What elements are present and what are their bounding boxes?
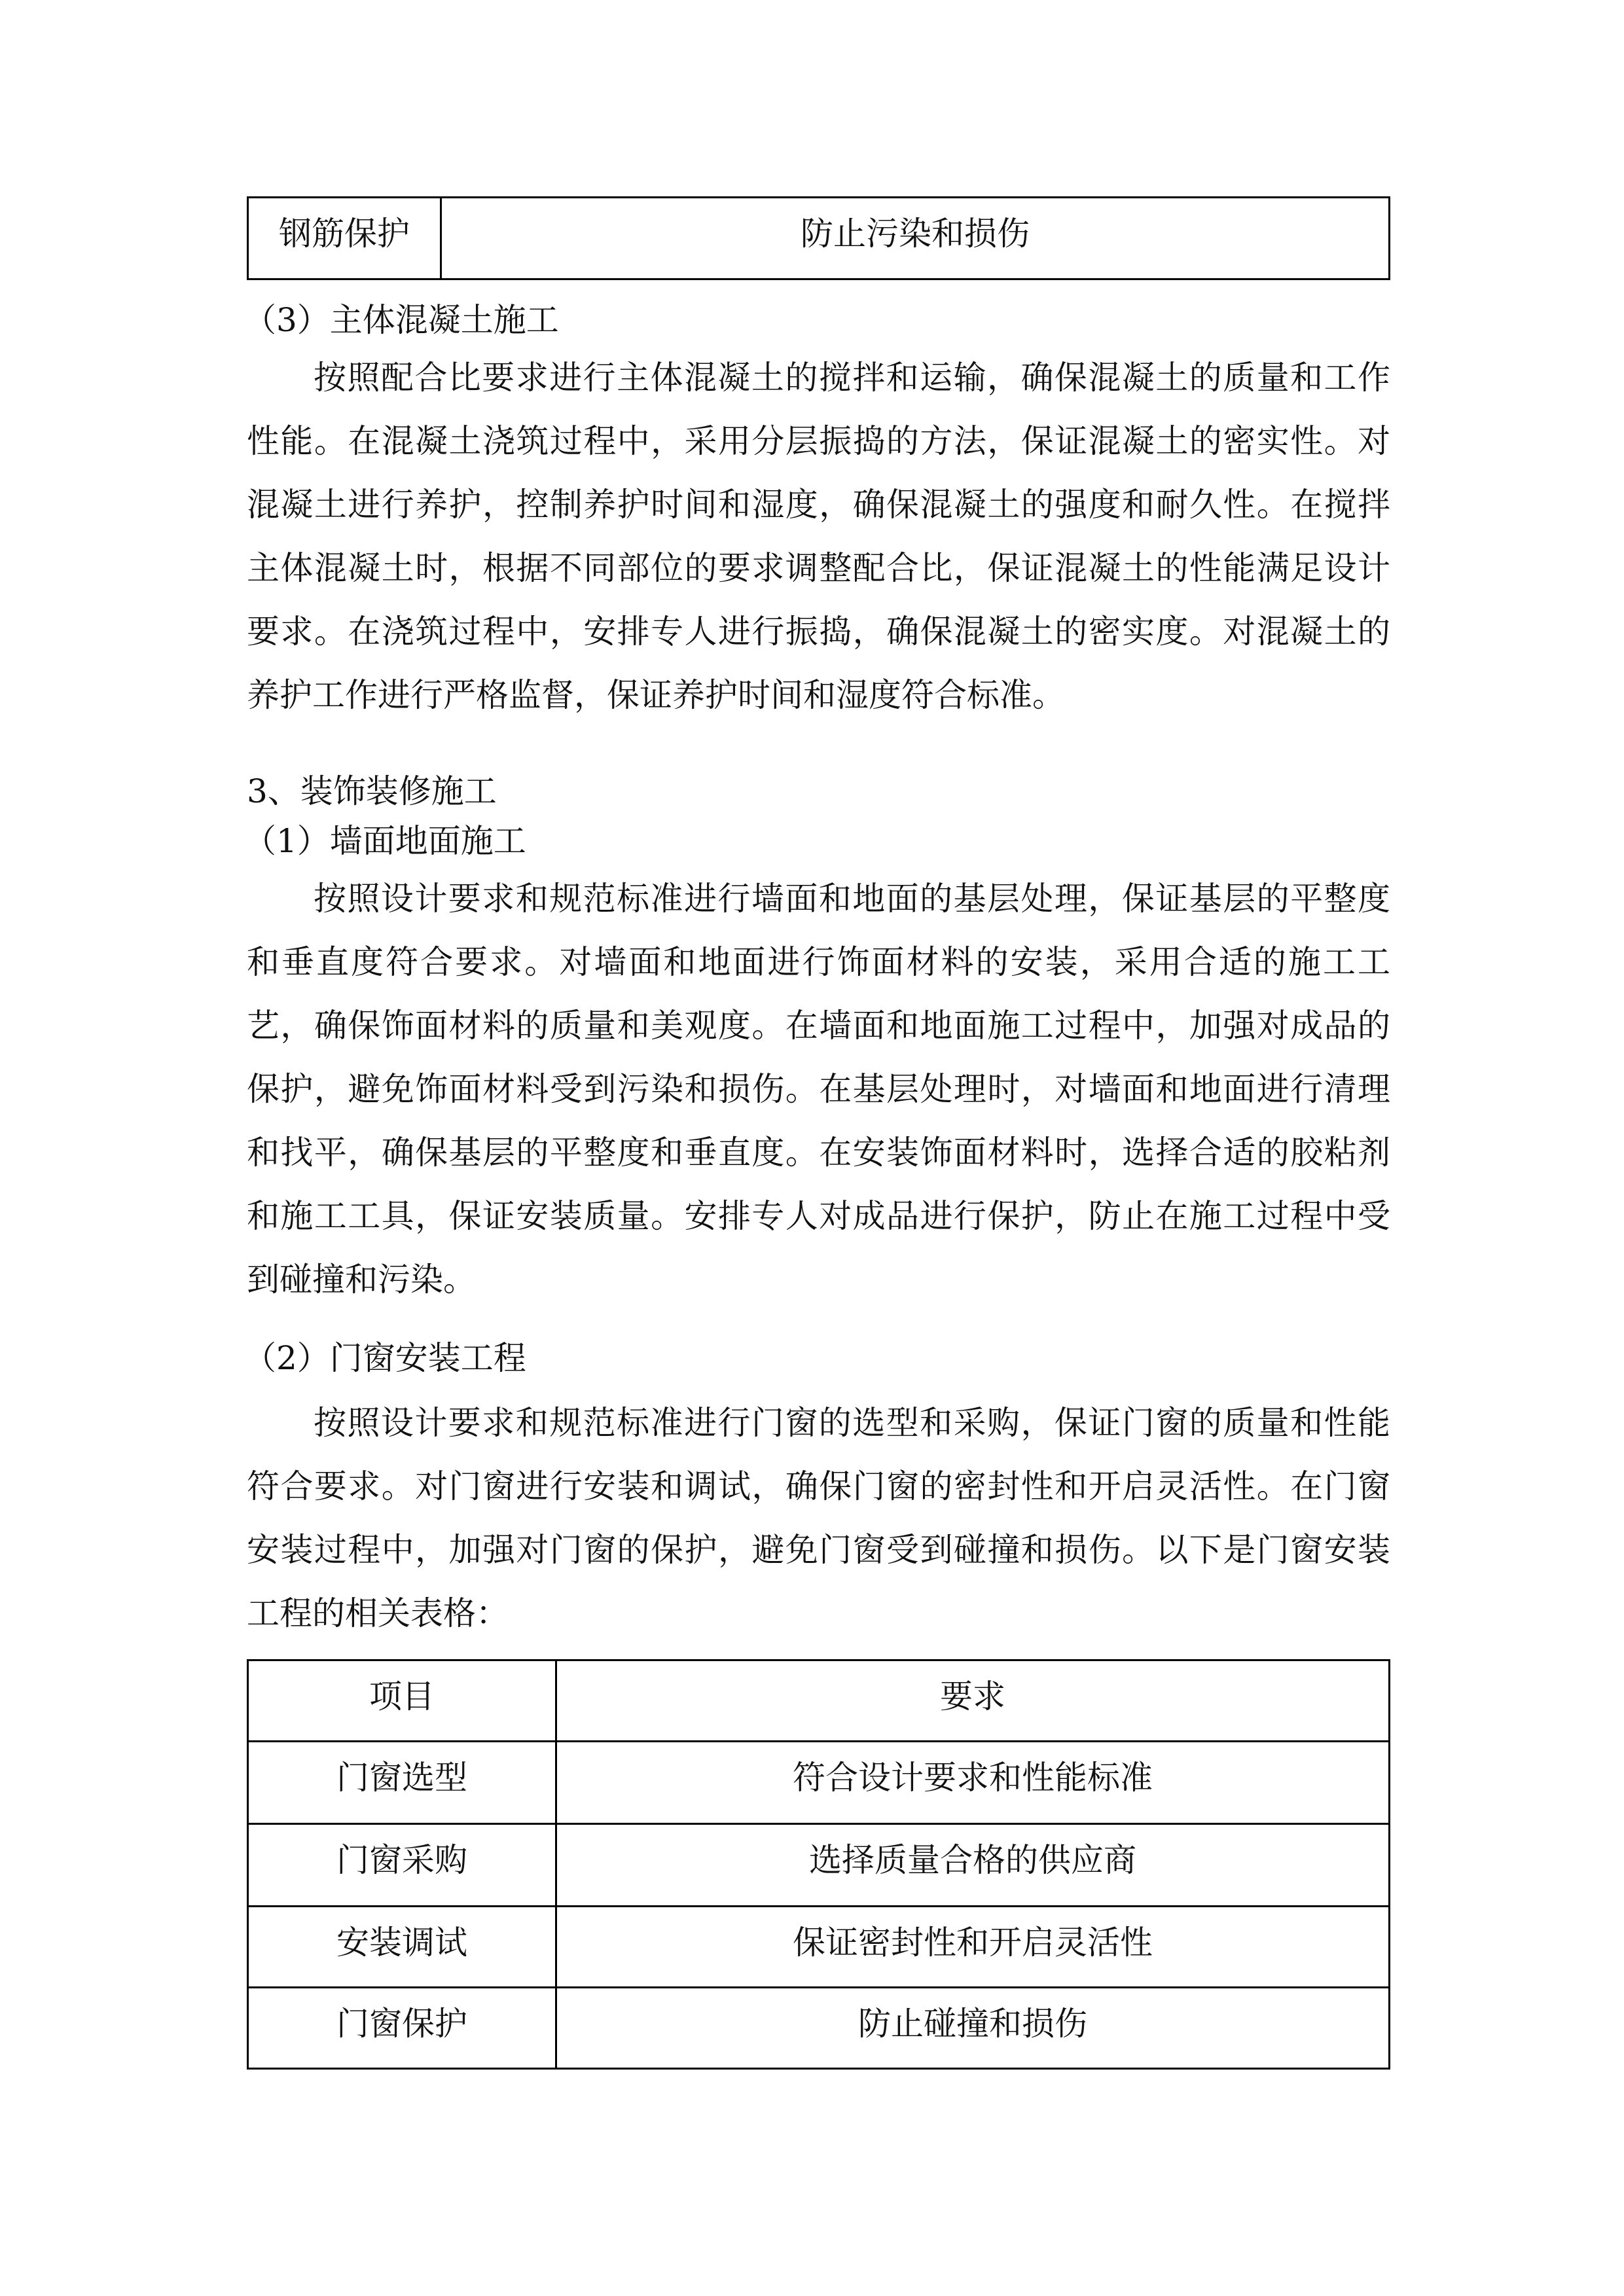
- table-cell-requirement: 符合设计要求和性能标准: [556, 1742, 1390, 1824]
- table-row: [248, 1988, 1390, 2069]
- section-heading-3-1: （1）墙面地面施工: [244, 822, 526, 860]
- table-row: [248, 198, 1390, 279]
- door-window-paragraph-line: 工程的相关表格：: [247, 1594, 509, 1632]
- concrete-paragraph-line: 性能。在混凝土浇筑过程中，采用分层振捣的方法，保证混凝土的密实性。对: [247, 422, 1390, 460]
- table-cell-requirement: 保证密封性和开启灵活性: [556, 1907, 1390, 1988]
- section-heading-3-2: （2）门窗安装工程: [244, 1339, 526, 1377]
- table-header-item: 项目: [248, 1660, 556, 1742]
- wall-floor-paragraph-line: 按照设计要求和规范标准进行墙面和地面的基层处理，保证基层的平整度: [314, 880, 1390, 918]
- table-cell-item: 安装调试: [248, 1907, 556, 1988]
- wall-floor-paragraph-line: 和找平，确保基层的平整度和垂直度。在安装饰面材料时，选择合适的胶粘剂: [247, 1134, 1390, 1172]
- table-header-requirement: 要求: [556, 1660, 1390, 1742]
- door-window-paragraph-line: 安装过程中，加强对门窗的保护，避免门窗受到碰撞和损伤。以下是门窗安装: [247, 1531, 1390, 1569]
- table-cell-requirement: 防止碰撞和损伤: [556, 1988, 1390, 2069]
- table-row: [248, 1824, 1390, 1907]
- concrete-paragraph-line: 主体混凝土时，根据不同部位的要求调整配合比，保证混凝土的性能满足设计: [247, 549, 1390, 587]
- section-heading-3-3: （3）主体混凝土施工: [244, 301, 559, 339]
- rebar-protection-table: [247, 196, 1390, 280]
- table-cell-item: 门窗采购: [248, 1824, 556, 1907]
- table-cell-requirement: 防止污染和损伤: [441, 198, 1390, 279]
- wall-floor-paragraph-line: 艺，确保饰面材料的质量和美观度。在墙面和地面施工过程中，加强对成品的: [247, 1007, 1390, 1045]
- wall-floor-paragraph-line: 和施工工具，保证安装质量。安排专人对成品进行保护，防止在施工过程中受: [247, 1197, 1390, 1235]
- concrete-paragraph-line: 按照配合比要求进行主体混凝土的搅拌和运输，确保混凝土的质量和工作: [314, 359, 1390, 397]
- door-window-table: [247, 1659, 1390, 2070]
- wall-floor-paragraph-line: 和垂直度符合要求。对墙面和地面进行饰面材料的安装，采用合适的施工工: [247, 943, 1390, 981]
- table-cell-item: 门窗保护: [248, 1988, 556, 2069]
- table-header-row: [248, 1660, 1390, 1742]
- concrete-paragraph-line: 养护工作进行严格监督，保证养护时间和湿度符合标准。: [247, 676, 1065, 714]
- table-cell-item: 门窗选型: [248, 1742, 556, 1824]
- table-row: [248, 1742, 1390, 1824]
- table-cell-item: 钢筋保护: [248, 198, 441, 279]
- concrete-paragraph-line: 混凝土进行养护，控制养护时间和湿度，确保混凝土的强度和耐久性。在搅拌: [247, 486, 1390, 524]
- section-heading-3: 3、装饰装修施工: [247, 772, 497, 810]
- table-row: [248, 1907, 1390, 1988]
- wall-floor-paragraph-line: 保护，避免饰面材料受到污染和损伤。在基层处理时，对墙面和地面进行清理: [247, 1070, 1390, 1108]
- door-window-paragraph-line: 按照设计要求和规范标准进行门窗的选型和采购，保证门窗的质量和性能: [314, 1404, 1390, 1442]
- wall-floor-paragraph-line: 到碰撞和污染。: [247, 1261, 476, 1299]
- table-cell-requirement: 选择质量合格的供应商: [556, 1824, 1390, 1907]
- concrete-paragraph-line: 要求。在浇筑过程中，安排专人进行振捣，确保混凝土的密实度。对混凝土的: [247, 613, 1390, 651]
- door-window-paragraph-line: 符合要求。对门窗进行安装和调试，确保门窗的密封性和开启灵活性。在门窗: [247, 1467, 1390, 1505]
